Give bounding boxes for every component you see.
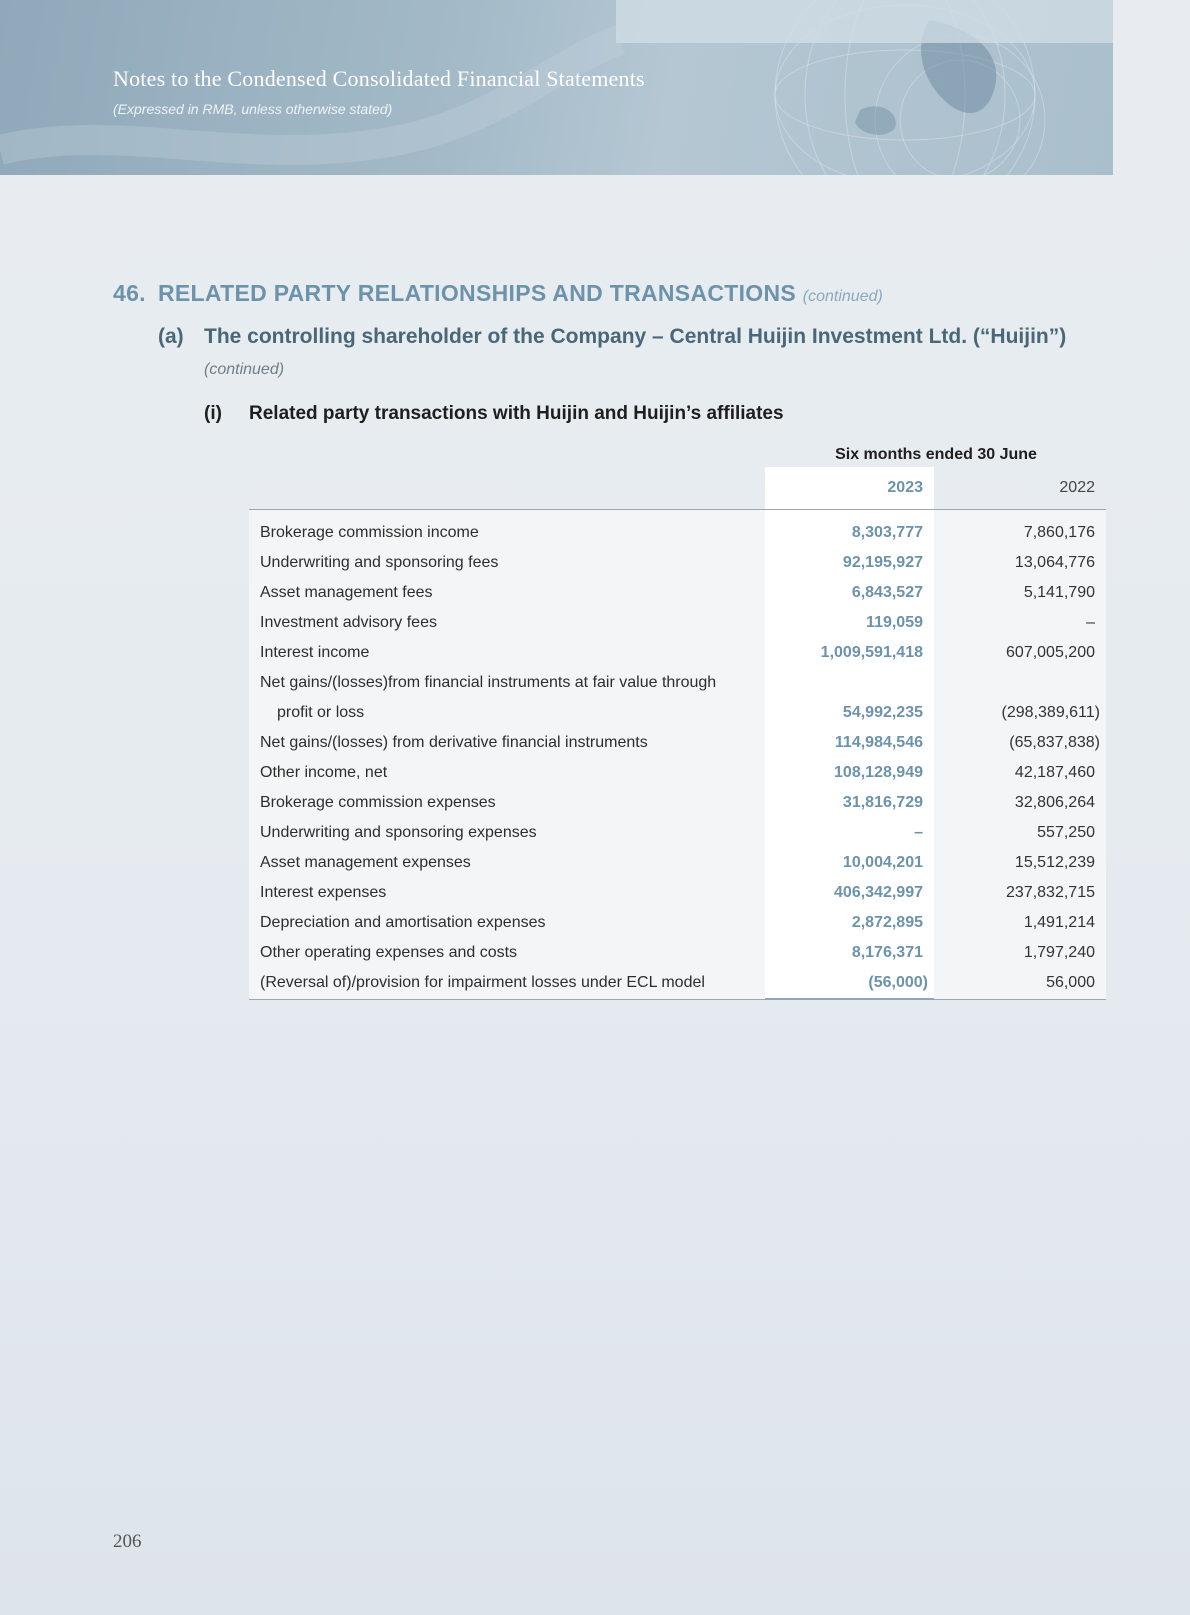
value-2023: 92,195,927 bbox=[765, 548, 934, 578]
value-2023: 10,004,201 bbox=[765, 848, 934, 878]
table-row bbox=[249, 908, 1106, 938]
section-heading bbox=[113, 280, 883, 307]
table-row bbox=[249, 818, 1106, 848]
table-header-row bbox=[249, 467, 1106, 510]
table-row bbox=[249, 638, 1106, 668]
row-label: Brokerage commission income bbox=[249, 518, 765, 548]
row-label: Net gains/(losses) from derivative financial instruments bbox=[249, 728, 765, 758]
value-2022: 1,797,240 bbox=[934, 938, 1106, 968]
column-header-2022: 2022 bbox=[1059, 479, 1095, 496]
row-label: Investment advisory fees bbox=[249, 608, 765, 638]
value-2022 bbox=[934, 668, 1106, 698]
value-2023: 8,303,777 bbox=[765, 518, 934, 548]
row-label: Other operating expenses and costs bbox=[249, 938, 765, 968]
subsection-i-title: Related party transactions with Huijin and Huijin’s affiliates bbox=[249, 403, 784, 424]
value-2023: 1,009,591,418 bbox=[765, 638, 934, 668]
value-2022: 5,141,790 bbox=[934, 578, 1106, 608]
row-label: Interest income bbox=[249, 638, 765, 668]
page-number: 206 bbox=[113, 1531, 142, 1552]
row-label: Other income, net bbox=[249, 758, 765, 788]
transactions-table bbox=[249, 467, 1106, 1000]
value-2023: 119,059 bbox=[765, 608, 934, 638]
subsection-i-label: (i) bbox=[204, 403, 222, 424]
table-row bbox=[249, 758, 1106, 788]
table-row bbox=[249, 608, 1106, 638]
value-2023: 114,984,546 bbox=[765, 728, 934, 758]
row-label: (Reversal of)/provision for impairment losses under ECL model bbox=[249, 968, 765, 999]
row-label: Underwriting and sponsoring expenses bbox=[249, 818, 765, 848]
subsection-a-heading bbox=[158, 325, 1066, 349]
header-label-blank bbox=[249, 467, 765, 510]
value-2022: 607,005,200 bbox=[934, 638, 1106, 668]
table-row bbox=[249, 548, 1106, 578]
subsection-a-title: The controlling shareholder of the Company – Central Huijin Investment Ltd. (“Huijin”) bbox=[204, 325, 1067, 348]
row-label: Asset management expenses bbox=[249, 848, 765, 878]
table-row bbox=[249, 938, 1106, 968]
header-subtitle: (Expressed in RMB, unless otherwise stated) bbox=[113, 101, 393, 117]
table-row bbox=[249, 518, 1106, 548]
value-2023: 2,872,895 bbox=[765, 908, 934, 938]
row-label: Asset management fees bbox=[249, 578, 765, 608]
table-row bbox=[249, 578, 1106, 608]
table-spacer bbox=[249, 510, 1106, 519]
value-2023: 8,176,371 bbox=[765, 938, 934, 968]
value-2023: 31,816,729 bbox=[765, 788, 934, 818]
value-2022: – bbox=[934, 608, 1106, 638]
table-row bbox=[249, 698, 1106, 728]
value-2022: 15,512,239 bbox=[934, 848, 1106, 878]
value-2022: 13,064,776 bbox=[934, 548, 1106, 578]
value-2023: – bbox=[765, 818, 934, 848]
banner-strip bbox=[616, 0, 1113, 43]
value-2022: 42,187,460 bbox=[934, 758, 1106, 788]
value-2022: 557,250 bbox=[934, 818, 1106, 848]
section-number: 46. bbox=[113, 280, 146, 306]
value-2023: 406,342,997 bbox=[765, 878, 934, 908]
value-2022: 7,860,176 bbox=[934, 518, 1106, 548]
header-title: Notes to the Condensed Consolidated Financial Statements bbox=[113, 66, 645, 91]
row-label: Net gains/(losses)from financial instruments at fair value through bbox=[249, 668, 765, 698]
table-row bbox=[249, 848, 1106, 878]
value-2023: 108,128,949 bbox=[765, 758, 934, 788]
row-label: Interest expenses bbox=[249, 878, 765, 908]
table-row bbox=[249, 788, 1106, 818]
value-2022: 237,832,715 bbox=[934, 878, 1106, 908]
row-label: Depreciation and amortisation expenses bbox=[249, 908, 765, 938]
table-row bbox=[249, 728, 1106, 758]
row-label: Brokerage commission expenses bbox=[249, 788, 765, 818]
value-2023: (56,000) bbox=[765, 968, 934, 999]
period-label: Six months ended 30 June bbox=[835, 446, 1037, 463]
section-continued: (continued) bbox=[802, 288, 883, 305]
value-2022: 32,806,264 bbox=[934, 788, 1106, 818]
table-row bbox=[249, 878, 1106, 908]
value-2022: (298,389,611) bbox=[934, 698, 1106, 728]
subsection-i-heading bbox=[204, 403, 784, 425]
column-header-2023: 2023 bbox=[765, 467, 934, 510]
table-row bbox=[249, 668, 1106, 698]
row-label: profit or loss bbox=[249, 698, 765, 728]
value-2023 bbox=[765, 668, 934, 698]
value-2023: 6,843,527 bbox=[765, 578, 934, 608]
row-label: Underwriting and sponsoring fees bbox=[249, 548, 765, 578]
section-title: RELATED PARTY RELATIONSHIPS AND TRANSACTIONS bbox=[158, 280, 797, 306]
value-2022: 1,491,214 bbox=[934, 908, 1106, 938]
value-2023: 54,992,235 bbox=[765, 698, 934, 728]
value-2022: (65,837,838) bbox=[934, 728, 1106, 758]
subsection-a-continued: (continued) bbox=[204, 361, 285, 378]
table-row bbox=[249, 968, 1106, 999]
subsection-a-label: (a) bbox=[158, 325, 184, 348]
value-2022: 56,000 bbox=[934, 968, 1106, 999]
